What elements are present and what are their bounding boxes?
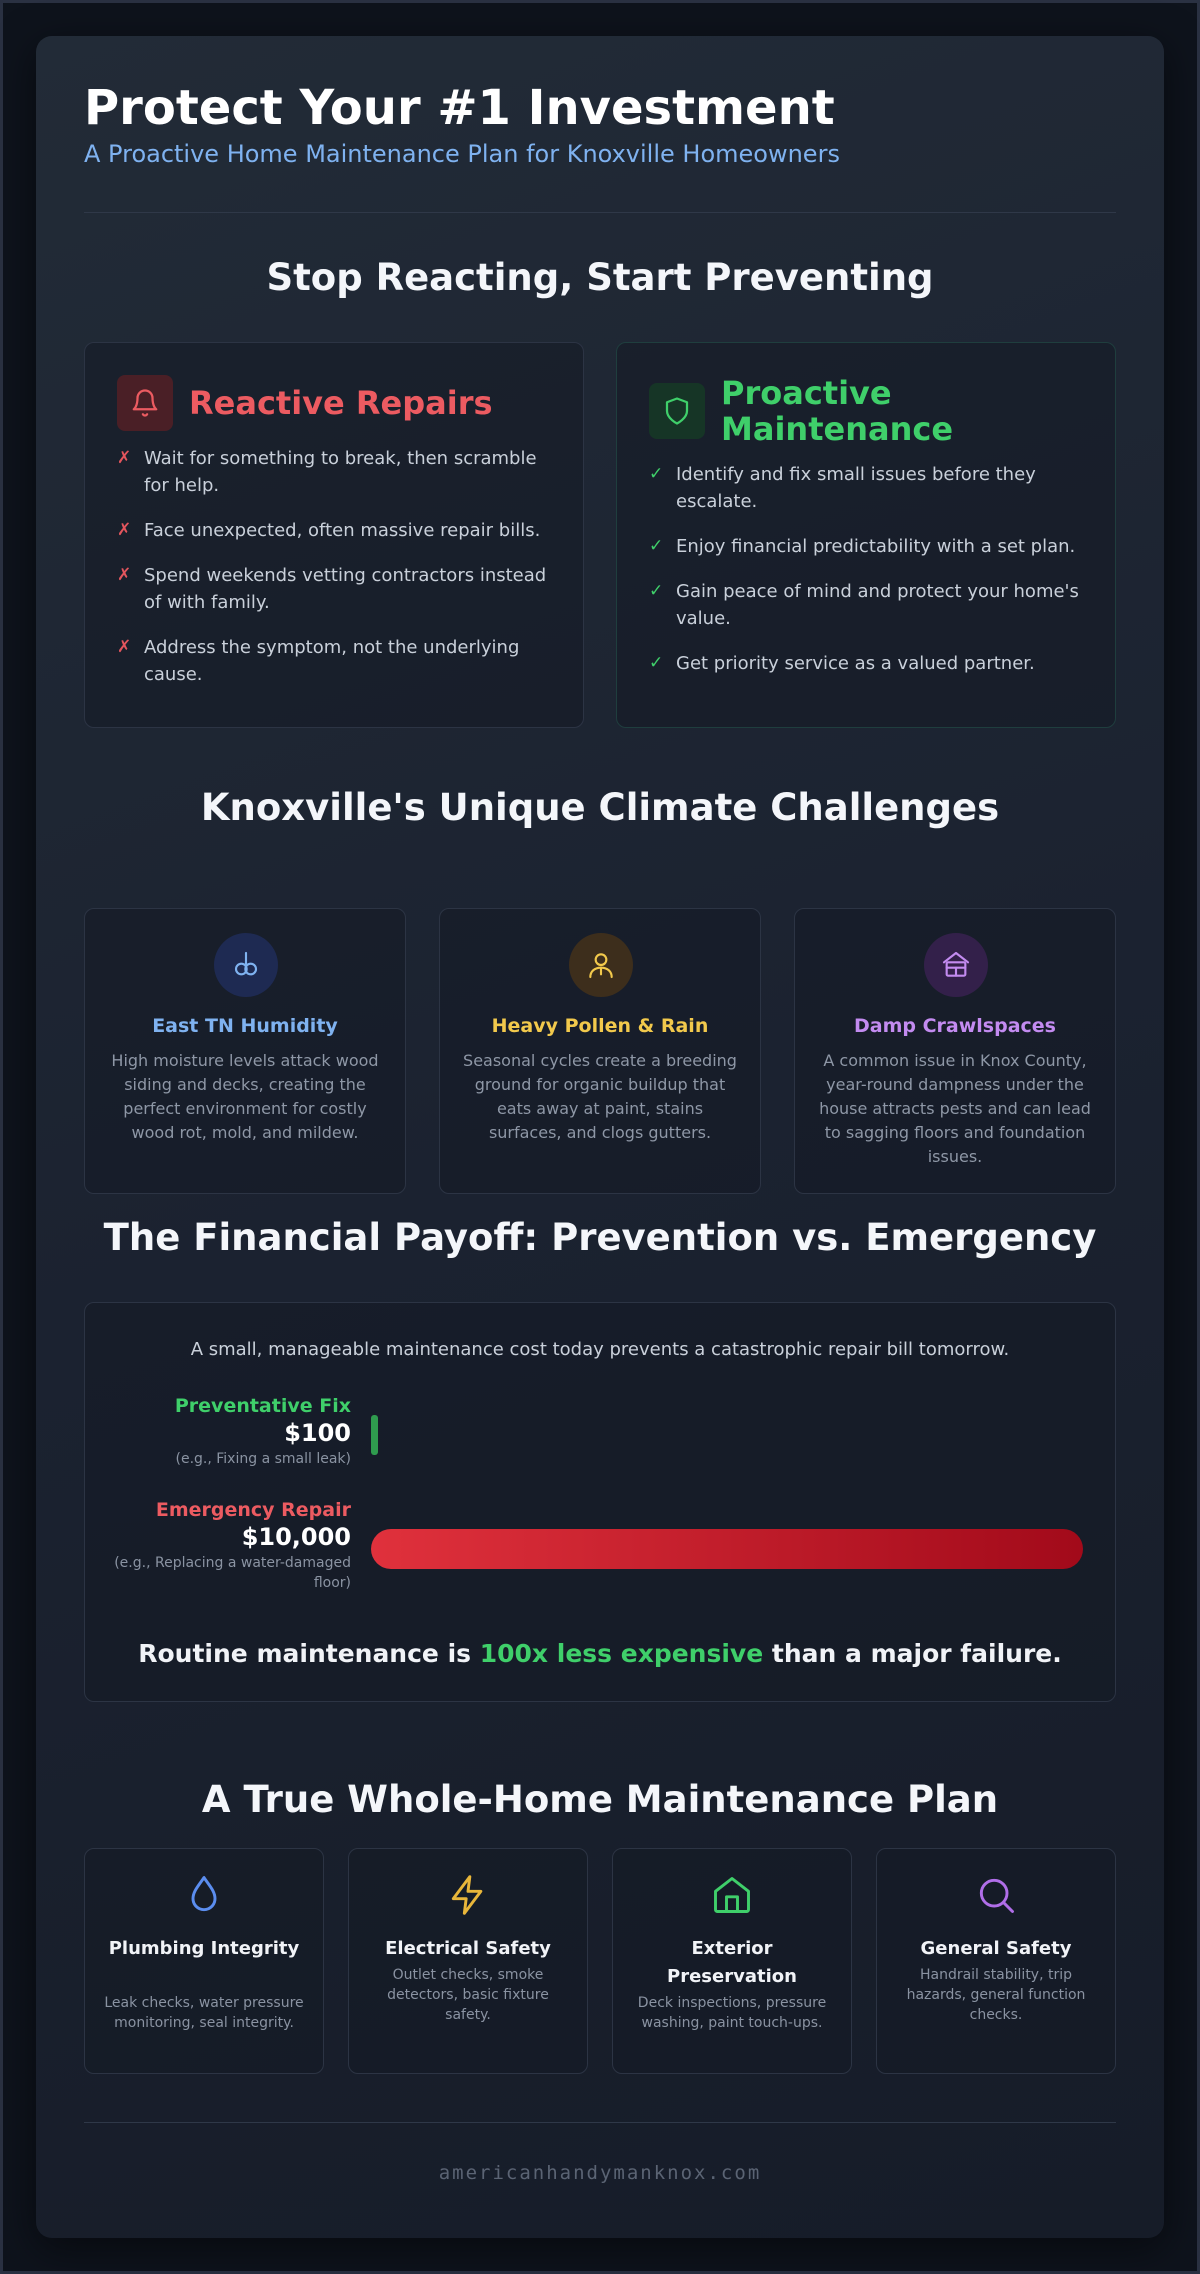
bar-track-preventative [371,1415,1083,1455]
financial-intro: A small, manageable maintenance cost today prevents a catastrophic repair bill tomorrow. [190,1339,1010,1360]
emergency-label [105,1499,351,1593]
climate-card-description: High moisture levels attack wood siding and decks, creating the perfect environment for costly wood rot, mold, and mildew. [111,1051,379,1142]
climate-card-title: Heavy Pollen & Rain [491,1015,709,1037]
plan-card-description: Deck inspections, pressure washing, paint touch-ups. [637,1995,827,2031]
lightning-icon [349,1873,587,1917]
check-icon: ✓ [649,653,664,673]
footer-divider [84,2122,1116,2123]
bar-label-amount: $10,000 [241,1523,351,1551]
check-icon: ✓ [649,536,664,556]
plan-card-title: Electrical Safety [385,1938,551,1959]
page-title: Protect Your #1 Investment [84,80,835,136]
plan-card-title: Plumbing Integrity [108,1938,300,1959]
header-divider [84,212,1116,213]
cross-icon: ✗ [117,448,132,468]
reactive-list [117,445,559,706]
cross-icon: ✗ [117,520,132,540]
comparison-section-title: Stop Reacting, Start Preventing [266,256,934,299]
climate-card-humidity [84,908,406,1194]
search-icon [877,1873,1115,1917]
list-item: ✓ Get priority service as a valued partner. [649,650,1091,677]
shield-icon [649,383,705,439]
climate-card-title: Damp Crawlspaces [854,1015,1056,1037]
plan-card-general [876,1848,1116,2074]
climate-card-title: East TN Humidity [152,1015,338,1037]
proactive-title: Proactive Maintenance [721,374,954,448]
list-item: ✗ Wait for something to break, then scramble for help. [117,445,559,499]
bell-icon [117,375,173,431]
cross-icon: ✗ [117,637,132,657]
pollen-icon [569,933,633,997]
reactive-title: Reactive Repairs [189,384,493,422]
bar-label-amount: $100 [284,1419,351,1447]
climate-section-title: Knoxville's Unique Climate Challenges [200,786,1000,829]
footer-url[interactable]: americanhandymanknox.com [438,2162,762,2184]
list-item: ✗ Address the symptom, not the underlying cause. [117,634,559,688]
bar-label-name: Emergency Repair [155,1499,351,1521]
list-item: ✗ Face unexpected, often massive repair bills. [117,517,559,544]
page-subtitle: A Proactive Home Maintenance Plan for Knoxville Homeowners [84,140,840,168]
list-item: ✓ Gain peace of mind and protect your home's value. [649,578,1091,632]
plan-card-description: Leak checks, water pressure monitoring, seal integrity. [104,1995,304,2031]
bar-track-emergency [371,1529,1083,1569]
list-item: ✓ Enjoy financial predictability with a set plan. [649,533,1091,560]
climate-card-pollen [439,908,761,1194]
infographic-card [36,36,1164,2238]
financial-panel [84,1302,1116,1702]
droplet-icon [85,1873,323,1917]
preventative-label [105,1395,351,1469]
proactive-panel [616,342,1116,728]
plan-card-description: Outlet checks, smoke detectors, basic fixture safety. [387,1967,549,2023]
check-icon: ✓ [649,464,664,484]
climate-card-description: Seasonal cycles create a breeding ground for organic buildup that eats away at paint, stains surfaces, and clogs gutters. [463,1051,737,1142]
financial-section-title: The Financial Payoff: Prevention vs. Emergency [103,1216,1097,1259]
check-icon: ✓ [649,581,664,601]
bar-emergency [371,1529,1083,1569]
reactive-panel [84,342,584,728]
plan-card-title: General Safety [920,1938,1072,1959]
climate-card-crawlspace [794,908,1116,1194]
financial-summary: Routine maintenance is 100x less expensive than a major failure. [138,1639,1062,1668]
plan-card-plumbing [84,1848,324,2074]
bar-label-note: (e.g., Fixing a small leak) [175,1451,351,1467]
plan-card-title: Exterior Preservation [667,1938,797,1987]
plan-card-exterior [612,1848,852,2074]
bar-label-name: Preventative Fix [174,1395,351,1417]
cross-icon: ✗ [117,565,132,585]
house-icon [924,933,988,997]
bar-label-note: (e.g., Replacing a water-damaged floor) [114,1555,351,1591]
list-item: ✗ Spend weekends vetting contractors instead of with family. [117,562,559,616]
plan-card-description: Handrail stability, trip hazards, general function checks. [906,1967,1086,2023]
list-item: ✓ Identify and fix small issues before they escalate. [649,461,1091,515]
home-icon [613,1873,851,1917]
bar-preventative [371,1415,378,1455]
droplets-icon [214,933,278,997]
proactive-list [649,461,1091,695]
plan-card-electrical [348,1848,588,2074]
climate-card-description: A common issue in Knox County, year-round dampness under the house attracts pests and can lead to sagging floors and foundation issues. [819,1051,1091,1166]
plan-section-title: A True Whole-Home Maintenance Plan [201,1778,999,1821]
